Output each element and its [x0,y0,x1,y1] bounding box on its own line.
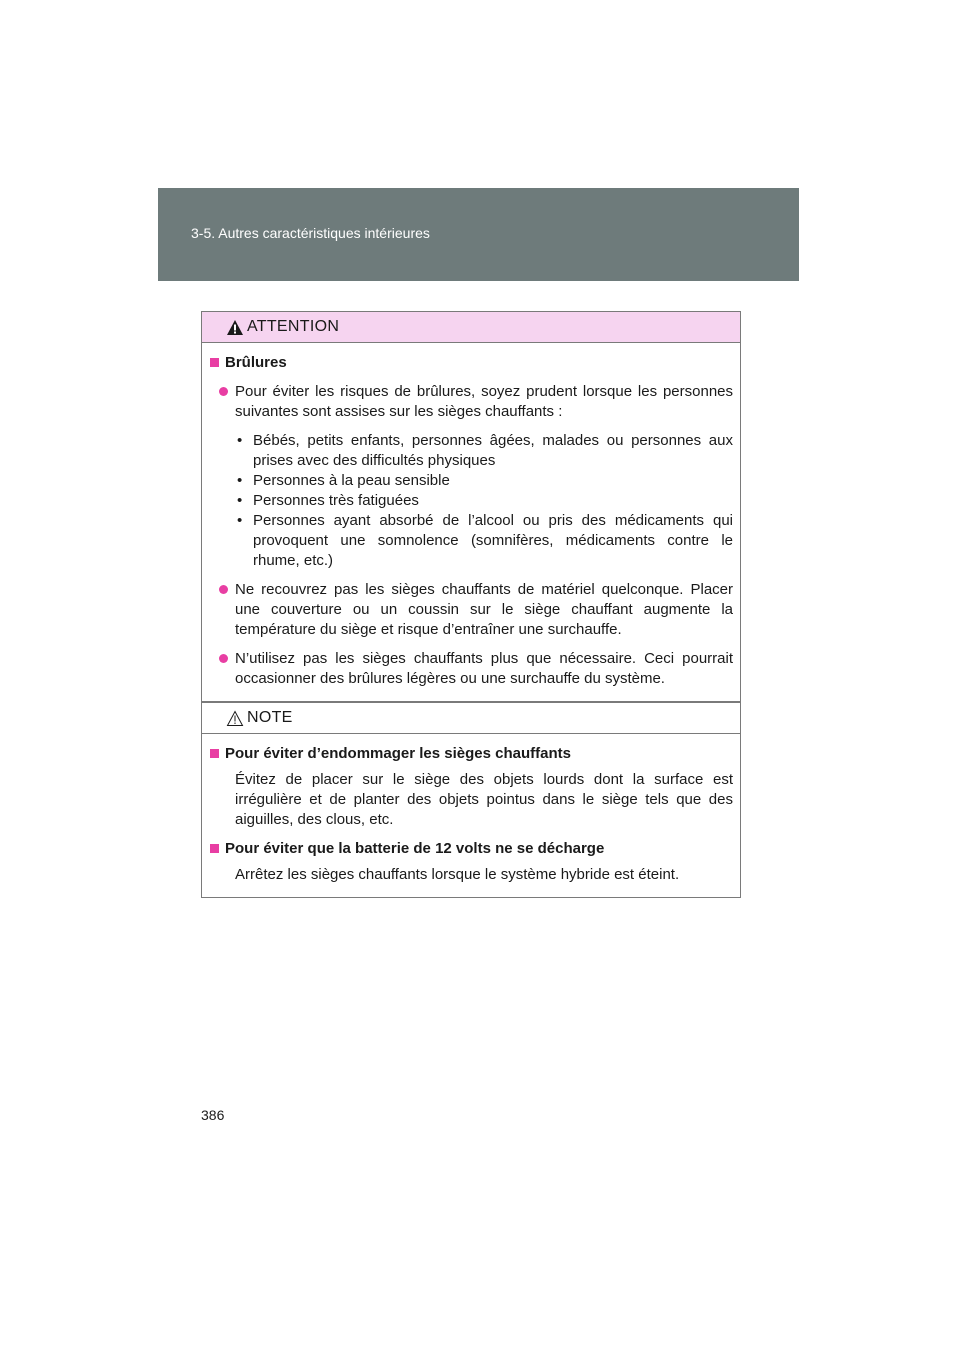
circle-bullet-icon [219,585,228,594]
attention-header [202,312,740,343]
circle-bullet-icon [219,387,228,396]
attention-title: ATTENTION [247,318,340,335]
note-title: NOTE [247,709,293,726]
list-item: • Personnes ayant absorbé de l’alcool ou pris des médicaments qui provoquent une somnolence (somnifères, médicaments contre le rhume, etc.) [237,512,733,569]
list-item: Ne recouvrez pas les sièges chauffants de matériel quelconque. Placer une couverture ou un coussin sur le siège chauffant augmente la température du siège et risque d’entraîner une surchauffe. [210,580,733,640]
note-header [202,703,740,734]
note-paragraph: Arrêtez les sièges chauffants lorsque le système hybride est éteint. [235,866,680,883]
square-bullet-icon [210,844,219,853]
page-number: 386 [201,1107,225,1123]
sub-list [235,431,733,571]
square-bullet-icon [210,749,219,758]
list-item: Pour éviter les risques de brûlures, soyez prudent lorsque les personnes suivantes sont assises sur les sièges chauffants : [210,382,733,422]
note-paragraph: Évitez de placer sur le siège des objets lourds dont la surface est irrégulière et de planter des objets pointus dans le siège tels que des aiguilles, des clous, etc. [235,771,733,828]
note-heading-seats: Pour éviter d’endommager les sièges chauffants [210,744,733,764]
note-box [201,702,741,898]
burns-heading: Brûlures [210,353,733,373]
warning-icon [226,319,244,336]
note-heading-battery: Pour éviter que la batterie de 12 volts ne se décharge [210,839,733,859]
chapter-header [158,188,799,281]
list-item: N’utilisez pas les sièges chauffants plus que nécessaire. Ceci pourrait occasionner des brûlures légères ou une surchauffe du système. [210,649,733,689]
list-item: • Bébés, petits enfants, personnes âgées, malades ou personnes aux prises avec des difficultés physiques [237,432,733,469]
list-item: • Personnes à la peau sensible [237,472,450,489]
section-title: 3-5. Autres caractéristiques intérieures [191,225,430,241]
circle-bullet-icon [219,654,228,663]
attention-box [201,311,741,702]
list-item: • Personnes très fatiguées [237,492,419,509]
caution-icon [226,710,244,727]
square-bullet-icon [210,358,219,367]
